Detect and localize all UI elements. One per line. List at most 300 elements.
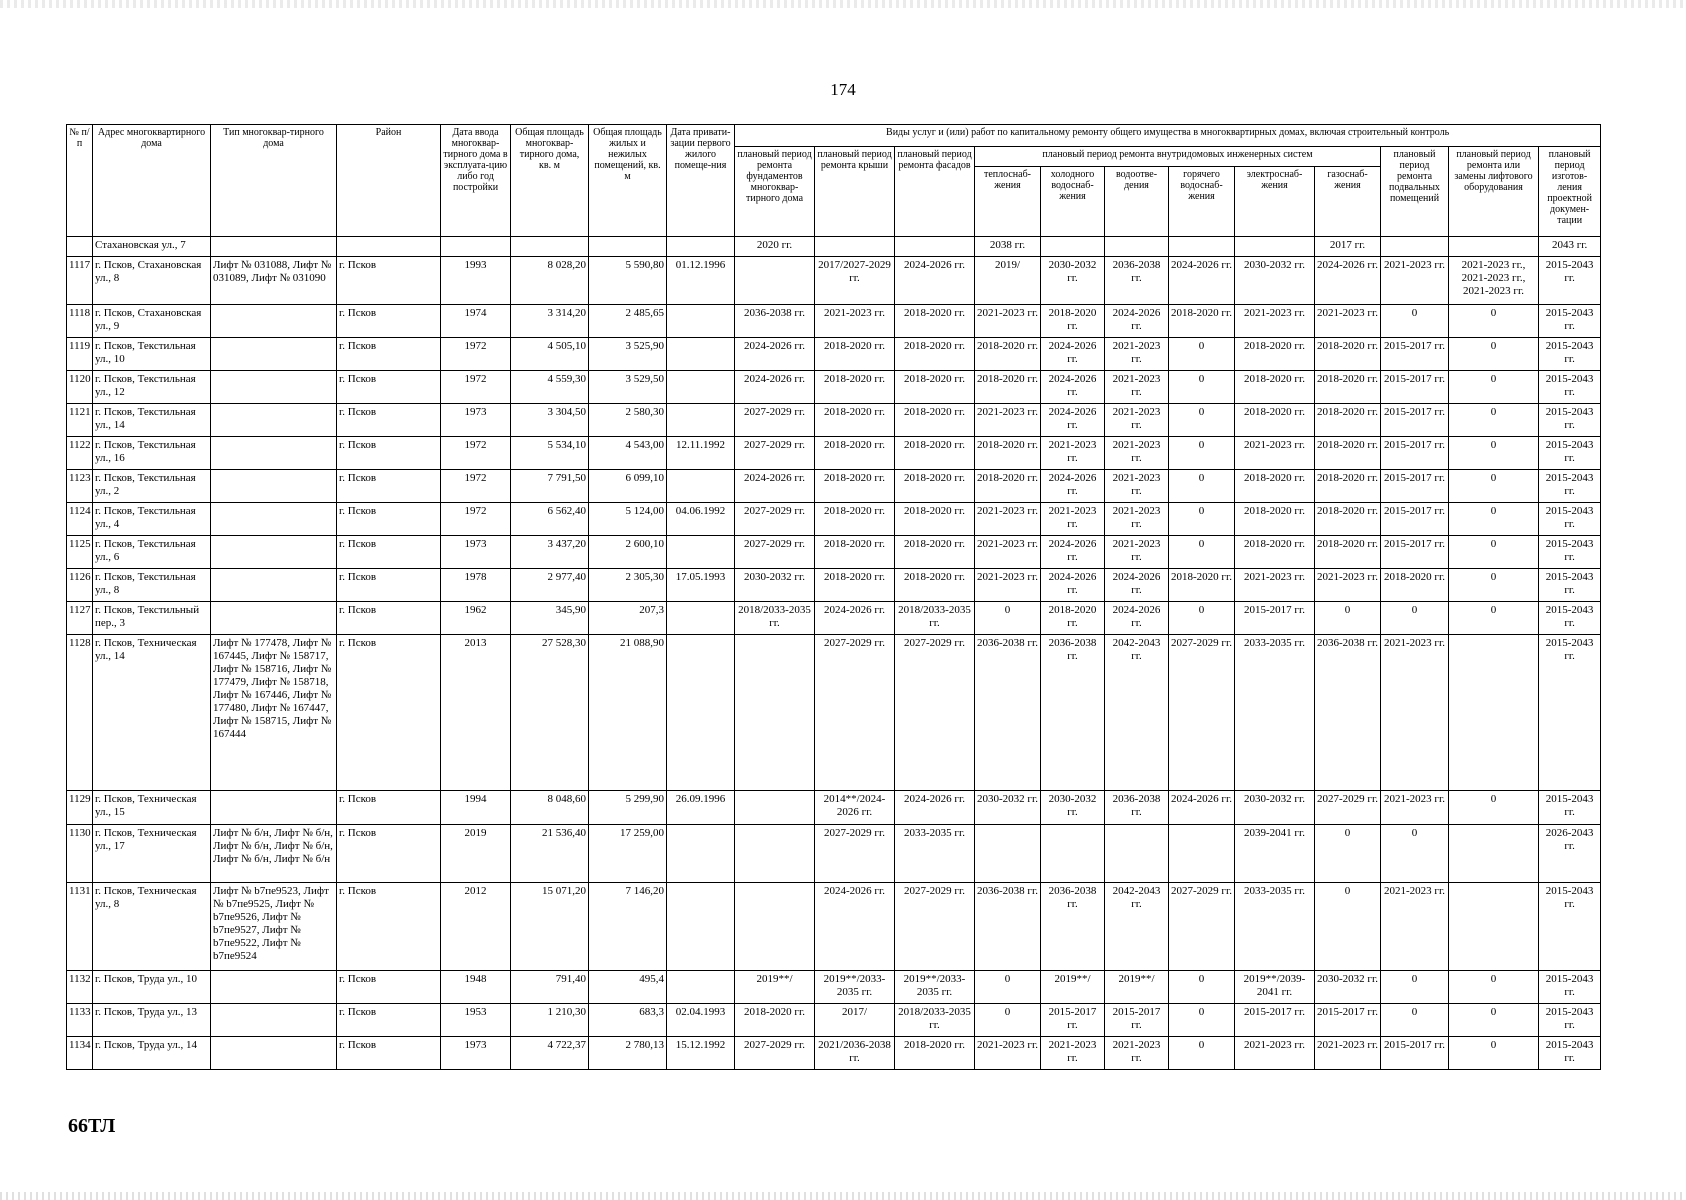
group-systems-header: плановый период ремонта внутридомовых инженерных систем — [975, 147, 1381, 167]
cell-total: 4 559,30 — [511, 371, 589, 404]
cell-roof: 2027-2029 гг. — [815, 635, 895, 791]
cell-project: 2015-2043 гг. — [1539, 791, 1601, 825]
cell-foundation: 2030-2032 гг. — [735, 569, 815, 602]
cell-basement: 2015-2017 гг. — [1381, 536, 1449, 569]
cell-heat: 2021-2023 гг. — [975, 536, 1041, 569]
cell-living: 2 305,30 — [589, 569, 667, 602]
cell-drain: 2021-2023 гг. — [1105, 470, 1169, 503]
cell-hot: 2018-2020 гг. — [1169, 569, 1235, 602]
cell-type — [211, 536, 337, 569]
cell-num: 1122 — [67, 437, 93, 470]
cell-year: 1972 — [441, 371, 511, 404]
group-main-header: Виды услуг и (или) работ по капитальному ремонту общего имущества в многоквартирных домах, включая строительный контроль — [735, 125, 1601, 147]
cell-project: 2015-2043 гг. — [1539, 1037, 1601, 1070]
cell-num: 1118 — [67, 305, 93, 338]
cell-gas: 2018-2020 гг. — [1315, 371, 1381, 404]
capital-repair-table — [66, 124, 1601, 1070]
cell-elec: 2018-2020 гг. — [1235, 503, 1315, 536]
cell-roof: 2018-2020 гг. — [815, 338, 895, 371]
cell-elec: 2018-2020 гг. — [1235, 404, 1315, 437]
cell-roof: 2017/2027-2029 гг. — [815, 257, 895, 305]
cell-hot: 0 — [1169, 338, 1235, 371]
cell-foundation — [735, 635, 815, 791]
cell-drain: 2024-2026 гг. — [1105, 305, 1169, 338]
cell-gas: 2021-2023 гг. — [1315, 1037, 1381, 1070]
col-hot-water-header: горячего водоснаб-жения — [1169, 167, 1235, 237]
cell-lift: 0 — [1449, 470, 1539, 503]
cell-privat — [667, 602, 735, 635]
cell-lift: 0 — [1449, 371, 1539, 404]
cell-basement: 2021-2023 гг. — [1381, 791, 1449, 825]
cell-type — [211, 1037, 337, 1070]
cell-living — [589, 237, 667, 257]
cell-elec: 2018-2020 гг. — [1235, 338, 1315, 371]
cell-drain — [1105, 825, 1169, 883]
cell-facade: 2018-2020 гг. — [895, 371, 975, 404]
cell-facade: 2027-2029 гг. — [895, 635, 975, 791]
table-row — [67, 791, 1601, 825]
cell-year: 2013 — [441, 635, 511, 791]
cell-cold: 2036-2038 гг. — [1041, 883, 1105, 971]
cell-privat — [667, 237, 735, 257]
cell-project: 2015-2043 гг. — [1539, 883, 1601, 971]
table-row — [67, 437, 1601, 470]
cell-foundation — [735, 791, 815, 825]
cell-num: 1124 — [67, 503, 93, 536]
cell-basement: 2015-2017 гг. — [1381, 371, 1449, 404]
table-row — [67, 371, 1601, 404]
cell-num: 1127 — [67, 602, 93, 635]
cell-roof: 2018-2020 гг. — [815, 371, 895, 404]
table-row — [67, 569, 1601, 602]
cell-foundation — [735, 825, 815, 883]
cell-living: 207,3 — [589, 602, 667, 635]
cell-privat — [667, 338, 735, 371]
table-row — [67, 470, 1601, 503]
cell-num — [67, 237, 93, 257]
cell-basement: 2015-2017 гг. — [1381, 404, 1449, 437]
cell-foundation — [735, 257, 815, 305]
cell-gas: 2021-2023 гг. — [1315, 569, 1381, 602]
cell-project: 2015-2043 гг. — [1539, 569, 1601, 602]
cell-gas: 2018-2020 гг. — [1315, 404, 1381, 437]
cell-type — [211, 503, 337, 536]
cell-cold: 2019**/ — [1041, 971, 1105, 1004]
cell-drain: 2021-2023 гг. — [1105, 503, 1169, 536]
cell-cold: 2030-2032 гг. — [1041, 791, 1105, 825]
cell-type: Лифт № 177478, Лифт № 167445, Лифт № 158717, Лифт № 158716, Лифт № 177479, Лифт № 158718, Лифт № 167446, Лифт № 177480, Лифт № 167447, Лифт № 158715, Лифт № 167444 — [211, 635, 337, 791]
cell-heat: 2036-2038 гг. — [975, 635, 1041, 791]
cell-privat — [667, 470, 735, 503]
cell-privat: 15.12.1992 — [667, 1037, 735, 1070]
cell-address: г. Псков, Стахановская ул., 8 — [93, 257, 211, 305]
cell-living: 5 590,80 — [589, 257, 667, 305]
cell-district: г. Псков — [337, 602, 441, 635]
cell-living: 7 146,20 — [589, 883, 667, 971]
cell-roof: 2018-2020 гг. — [815, 536, 895, 569]
cell-drain — [1105, 237, 1169, 257]
cell-district: г. Псков — [337, 371, 441, 404]
cell-facade: 2018-2020 гг. — [895, 1037, 975, 1070]
cell-address: г. Псков, Техническая ул., 17 — [93, 825, 211, 883]
cell-privat: 04.06.1992 — [667, 503, 735, 536]
cell-project: 2015-2043 гг. — [1539, 971, 1601, 1004]
cell-heat: 2021-2023 гг. — [975, 305, 1041, 338]
cell-facade: 2018-2020 гг. — [895, 470, 975, 503]
cell-type: Лифт № 031088, Лифт № 031089, Лифт № 031090 — [211, 257, 337, 305]
cell-heat: 2038 гг. — [975, 237, 1041, 257]
cell-living: 3 525,90 — [589, 338, 667, 371]
cell-num: 1120 — [67, 371, 93, 404]
cell-facade: 2033-2035 гг. — [895, 825, 975, 883]
cell-district: г. Псков — [337, 1037, 441, 1070]
cell-cold: 2030-2032 гг. — [1041, 257, 1105, 305]
cell-roof: 2014**/2024-2026 гг. — [815, 791, 895, 825]
cell-gas: 2017 гг. — [1315, 237, 1381, 257]
cell-privat: 02.04.1993 — [667, 1004, 735, 1037]
table-row — [67, 536, 1601, 569]
cell-type — [211, 437, 337, 470]
cell-type — [211, 1004, 337, 1037]
cell-gas: 2036-2038 гг. — [1315, 635, 1381, 791]
cell-year: 1974 — [441, 305, 511, 338]
cell-type: Лифт № б/н, Лифт № б/н, Лифт № б/н, Лифт № б/н, Лифт № б/н, Лифт № б/н — [211, 825, 337, 883]
cell-address: г. Псков, Труда ул., 10 — [93, 971, 211, 1004]
cell-total: 2 977,40 — [511, 569, 589, 602]
cell-drain: 2024-2026 гг. — [1105, 569, 1169, 602]
cell-facade: 2019**/2033-2035 гг. — [895, 971, 975, 1004]
cell-elec: 2033-2035 гг. — [1235, 635, 1315, 791]
cell-roof: 2018-2020 гг. — [815, 404, 895, 437]
cell-facade: 2018-2020 гг. — [895, 437, 975, 470]
cell-cold — [1041, 237, 1105, 257]
table-row — [67, 338, 1601, 371]
cell-district: г. Псков — [337, 1004, 441, 1037]
cell-living: 17 259,00 — [589, 825, 667, 883]
cell-year: 2019 — [441, 825, 511, 883]
col-privat-header: Дата привати-зации первого жилого помеще-ния — [667, 125, 735, 237]
cell-project: 2015-2043 гг. — [1539, 437, 1601, 470]
cell-hot: 2024-2026 гг. — [1169, 791, 1235, 825]
cell-elec: 2015-2017 гг. — [1235, 602, 1315, 635]
cell-drain: 2021-2023 гг. — [1105, 1037, 1169, 1070]
cell-facade: 2018-2020 гг. — [895, 569, 975, 602]
table-row — [67, 404, 1601, 437]
cell-total: 21 536,40 — [511, 825, 589, 883]
cell-hot: 2024-2026 гг. — [1169, 257, 1235, 305]
cell-total: 8 028,20 — [511, 257, 589, 305]
cell-total: 3 314,20 — [511, 305, 589, 338]
cell-living: 5 124,00 — [589, 503, 667, 536]
col-project-header: плановый период изготов-ления проектной докумен-тации — [1539, 147, 1601, 237]
cell-num: 1132 — [67, 971, 93, 1004]
cell-gas: 2027-2029 гг. — [1315, 791, 1381, 825]
cell-district: г. Псков — [337, 971, 441, 1004]
cell-district: г. Псков — [337, 791, 441, 825]
cell-address: г. Псков, Текстильная ул., 10 — [93, 338, 211, 371]
cell-cold — [1041, 825, 1105, 883]
cell-year: 1948 — [441, 971, 511, 1004]
cell-district: г. Псков — [337, 257, 441, 305]
cell-district: г. Псков — [337, 305, 441, 338]
cell-elec: 2039-2041 гг. — [1235, 825, 1315, 883]
cell-foundation: 2024-2026 гг. — [735, 470, 815, 503]
cell-elec: 2018-2020 гг. — [1235, 536, 1315, 569]
cell-hot: 2027-2029 гг. — [1169, 635, 1235, 791]
cell-privat: 01.12.1996 — [667, 257, 735, 305]
cell-year: 1972 — [441, 338, 511, 371]
cell-total: 3 437,20 — [511, 536, 589, 569]
cell-living: 3 529,50 — [589, 371, 667, 404]
cell-heat: 2018-2020 гг. — [975, 437, 1041, 470]
cell-facade: 2024-2026 гг. — [895, 257, 975, 305]
cell-total: 6 562,40 — [511, 503, 589, 536]
cell-district: г. Псков — [337, 536, 441, 569]
cell-cold: 2024-2026 гг. — [1041, 536, 1105, 569]
cell-num: 1131 — [67, 883, 93, 971]
cell-living: 6 099,10 — [589, 470, 667, 503]
cell-drain: 2021-2023 гг. — [1105, 371, 1169, 404]
cell-district: г. Псков — [337, 635, 441, 791]
cell-num: 1123 — [67, 470, 93, 503]
cell-gas: 2018-2020 гг. — [1315, 536, 1381, 569]
cell-basement: 2015-2017 гг. — [1381, 1037, 1449, 1070]
cell-drain: 2036-2038 гг. — [1105, 257, 1169, 305]
cell-project: 2026-2043 гг. — [1539, 825, 1601, 883]
cell-heat — [975, 825, 1041, 883]
cell-foundation: 2027-2029 гг. — [735, 1037, 815, 1070]
cell-project: 2015-2043 гг. — [1539, 602, 1601, 635]
cell-project: 2015-2043 гг. — [1539, 635, 1601, 791]
cell-type — [211, 237, 337, 257]
table-row — [67, 257, 1601, 305]
cell-drain: 2042-2043 гг. — [1105, 635, 1169, 791]
col-year-header: Дата ввода многоквар-тирного дома в эксплуата-цию либо год постройки — [441, 125, 511, 237]
cell-address: г. Псков, Текстильная ул., 8 — [93, 569, 211, 602]
cell-address: г. Псков, Текстильная ул., 4 — [93, 503, 211, 536]
cell-elec: 2030-2032 гг. — [1235, 257, 1315, 305]
cell-year: 1972 — [441, 503, 511, 536]
cell-year: 1972 — [441, 470, 511, 503]
cell-living: 4 543,00 — [589, 437, 667, 470]
cell-gas: 2021-2023 гг. — [1315, 305, 1381, 338]
cell-type — [211, 371, 337, 404]
cell-privat — [667, 371, 735, 404]
cell-gas: 2018-2020 гг. — [1315, 338, 1381, 371]
cell-privat: 12.11.1992 — [667, 437, 735, 470]
cell-total: 7 791,50 — [511, 470, 589, 503]
cell-lift: 0 — [1449, 569, 1539, 602]
cell-heat: 2018-2020 гг. — [975, 338, 1041, 371]
cell-gas: 2018-2020 гг. — [1315, 503, 1381, 536]
cell-drain: 2019**/ — [1105, 971, 1169, 1004]
cell-privat: 17.05.1993 — [667, 569, 735, 602]
col-drainage-header: водоотве-дения — [1105, 167, 1169, 237]
table-row — [67, 635, 1601, 791]
cell-hot: 2018-2020 гг. — [1169, 305, 1235, 338]
cell-drain: 2021-2023 гг. — [1105, 437, 1169, 470]
cell-heat: 2036-2038 гг. — [975, 883, 1041, 971]
cell-address: Стахановская ул., 7 — [93, 237, 211, 257]
cell-privat — [667, 825, 735, 883]
cell-drain: 2024-2026 гг. — [1105, 602, 1169, 635]
cell-lift: 0 — [1449, 437, 1539, 470]
scan-edge-bottom — [0, 1192, 1686, 1200]
cell-type — [211, 569, 337, 602]
cell-heat: 0 — [975, 971, 1041, 1004]
cell-facade: 2018/2033-2035 гг. — [895, 602, 975, 635]
cell-total: 15 071,20 — [511, 883, 589, 971]
cell-roof: 2017/ — [815, 1004, 895, 1037]
cell-privat — [667, 305, 735, 338]
cell-project: 2015-2043 гг. — [1539, 404, 1601, 437]
cell-hot: 0 — [1169, 437, 1235, 470]
cell-heat: 2021-2023 гг. — [975, 404, 1041, 437]
cell-basement: 2021-2023 гг. — [1381, 635, 1449, 791]
cell-facade: 2018-2020 гг. — [895, 338, 975, 371]
cell-facade — [895, 237, 975, 257]
cell-cold: 2015-2017 гг. — [1041, 1004, 1105, 1037]
col-type-header: Тип многоквар-тирного дома — [211, 125, 337, 237]
cell-address: г. Псков, Техническая ул., 8 — [93, 883, 211, 971]
footer-code: 66ТЛ — [68, 1115, 116, 1137]
page-number: 174 — [830, 80, 856, 99]
cell-hot: 0 — [1169, 503, 1235, 536]
cell-cold: 2036-2038 гг. — [1041, 635, 1105, 791]
cell-cold: 2018-2020 гг. — [1041, 305, 1105, 338]
cell-type — [211, 338, 337, 371]
cell-type — [211, 971, 337, 1004]
cell-hot: 0 — [1169, 602, 1235, 635]
cell-address: г. Псков, Текстильный пер., 3 — [93, 602, 211, 635]
cell-basement: 2015-2017 гг. — [1381, 437, 1449, 470]
col-foundation-header: плановый период ремонта фундаментов многоквар-тирного дома — [735, 147, 815, 237]
cell-elec: 2015-2017 гг. — [1235, 1004, 1315, 1037]
cell-num: 1117 — [67, 257, 93, 305]
cell-gas: 2030-2032 гг. — [1315, 971, 1381, 1004]
cell-privat — [667, 404, 735, 437]
cell-project: 2015-2043 гг. — [1539, 503, 1601, 536]
cell-heat: 2021-2023 гг. — [975, 1037, 1041, 1070]
cell-foundation: 2027-2029 гг. — [735, 404, 815, 437]
cell-project: 2015-2043 гг. — [1539, 1004, 1601, 1037]
cell-lift — [1449, 883, 1539, 971]
cell-basement: 2015-2017 гг. — [1381, 470, 1449, 503]
cell-elec: 2021-2023 гг. — [1235, 437, 1315, 470]
cell-type — [211, 305, 337, 338]
cell-roof: 2027-2029 гг. — [815, 825, 895, 883]
table-row — [67, 1004, 1601, 1037]
cell-cold: 2021-2023 гг. — [1041, 1037, 1105, 1070]
table-row — [67, 602, 1601, 635]
cell-basement: 0 — [1381, 602, 1449, 635]
col-basement-header: плановый период ремонта подвальных помещений — [1381, 147, 1449, 237]
cell-facade: 2018-2020 гг. — [895, 404, 975, 437]
cell-heat: 2018-2020 гг. — [975, 470, 1041, 503]
cell-living: 495,4 — [589, 971, 667, 1004]
cell-hot: 0 — [1169, 1037, 1235, 1070]
cell-hot — [1169, 825, 1235, 883]
cell-roof: 2024-2026 гг. — [815, 602, 895, 635]
cell-heat: 0 — [975, 602, 1041, 635]
cell-lift: 0 — [1449, 536, 1539, 569]
cell-living: 2 485,65 — [589, 305, 667, 338]
cell-address: г. Псков, Текстильная ул., 16 — [93, 437, 211, 470]
cell-privat — [667, 536, 735, 569]
cell-roof: 2018-2020 гг. — [815, 437, 895, 470]
cell-roof — [815, 237, 895, 257]
cell-foundation: 2027-2029 гг. — [735, 503, 815, 536]
cell-foundation: 2027-2029 гг. — [735, 536, 815, 569]
cell-address: г. Псков, Текстильная ул., 14 — [93, 404, 211, 437]
table-row — [67, 1037, 1601, 1070]
cell-foundation: 2018-2020 гг. — [735, 1004, 815, 1037]
cell-hot: 0 — [1169, 536, 1235, 569]
cell-basement: 2021-2023 гг. — [1381, 257, 1449, 305]
cell-cold: 2024-2026 гг. — [1041, 470, 1105, 503]
cell-num: 1119 — [67, 338, 93, 371]
cell-hot: 0 — [1169, 971, 1235, 1004]
cell-foundation: 2020 гг. — [735, 237, 815, 257]
cell-gas: 0 — [1315, 883, 1381, 971]
col-electric-header: электроснаб-жения — [1235, 167, 1315, 237]
cell-address: г. Псков, Стахановская ул., 9 — [93, 305, 211, 338]
cell-lift — [1449, 237, 1539, 257]
cell-heat: 2021-2023 гг. — [975, 503, 1041, 536]
cell-num: 1121 — [67, 404, 93, 437]
cell-type — [211, 602, 337, 635]
cell-basement: 0 — [1381, 305, 1449, 338]
cell-project: 2015-2043 гг. — [1539, 371, 1601, 404]
cell-foundation: 2018/2033-2035 гг. — [735, 602, 815, 635]
col-total-area-header: Общая площадь многоквар-тирного дома, кв. м — [511, 125, 589, 237]
col-facade-header: плановый период ремонта фасадов — [895, 147, 975, 237]
cell-gas: 0 — [1315, 602, 1381, 635]
scan-edge-top — [0, 0, 1686, 8]
cell-district: г. Псков — [337, 338, 441, 371]
cell-hot: 0 — [1169, 1004, 1235, 1037]
cell-facade: 2027-2029 гг. — [895, 883, 975, 971]
cell-num: 1130 — [67, 825, 93, 883]
cell-project: 2015-2043 гг. — [1539, 305, 1601, 338]
cell-elec: 2019**/2039-2041 гг. — [1235, 971, 1315, 1004]
cell-address: г. Псков, Текстильная ул., 6 — [93, 536, 211, 569]
cell-heat: 2019/ — [975, 257, 1041, 305]
cell-project: 2015-2043 гг. — [1539, 536, 1601, 569]
cell-total: 27 528,30 — [511, 635, 589, 791]
cell-drain: 2021-2023 гг. — [1105, 338, 1169, 371]
cell-lift — [1449, 825, 1539, 883]
cell-living: 21 088,90 — [589, 635, 667, 791]
cell-basement: 2021-2023 гг. — [1381, 883, 1449, 971]
cell-address: г. Псков, Техническая ул., 14 — [93, 635, 211, 791]
cell-year: 1973 — [441, 404, 511, 437]
cell-foundation: 2024-2026 гг. — [735, 338, 815, 371]
cell-foundation: 2024-2026 гг. — [735, 371, 815, 404]
cell-lift: 0 — [1449, 602, 1539, 635]
cell-num: 1133 — [67, 1004, 93, 1037]
cell-address: г. Псков, Труда ул., 13 — [93, 1004, 211, 1037]
cell-elec: 2021-2023 гг. — [1235, 305, 1315, 338]
cell-type — [211, 404, 337, 437]
cell-num: 1128 — [67, 635, 93, 791]
cell-hot: 2027-2029 гг. — [1169, 883, 1235, 971]
cell-total: 791,40 — [511, 971, 589, 1004]
cell-facade: 2024-2026 гг. — [895, 791, 975, 825]
cell-facade: 2018/2033-2035 гг. — [895, 1004, 975, 1037]
cell-living: 683,3 — [589, 1004, 667, 1037]
cell-total — [511, 237, 589, 257]
